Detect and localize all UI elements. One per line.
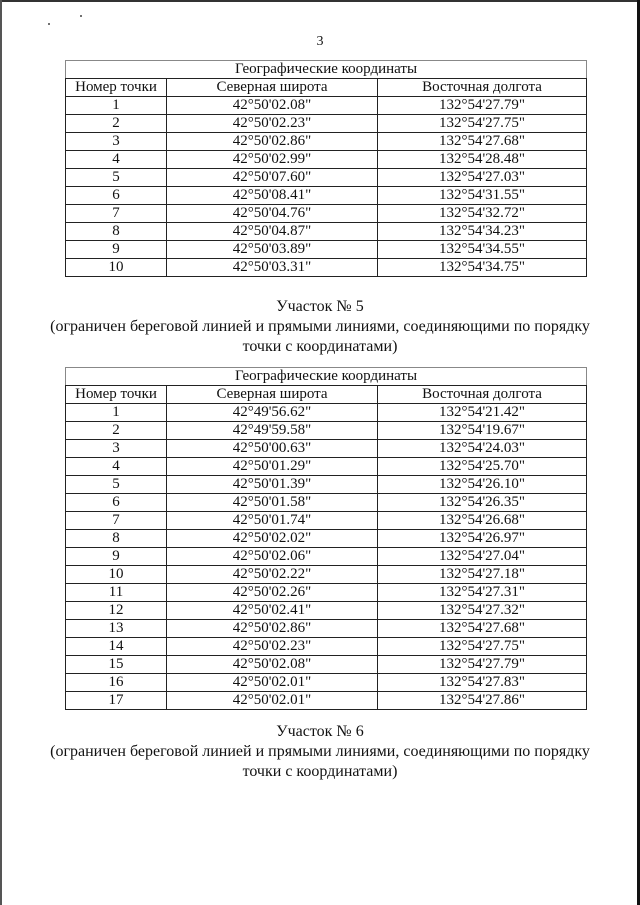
point-number-cell: 4 (66, 151, 167, 169)
longitude-cell: 132°54'21.42" (378, 404, 587, 422)
table-row (66, 223, 587, 241)
point-number-cell: 9 (66, 548, 167, 566)
table-row (66, 548, 587, 566)
point-number-cell: 9 (66, 241, 167, 259)
section-5-heading (0, 297, 640, 357)
longitude-cell: 132°54'26.10" (378, 476, 587, 494)
point-number-cell: 13 (66, 620, 167, 638)
coordinates-table-2 (65, 367, 587, 710)
scan-speck (80, 15, 82, 17)
table-row (66, 584, 587, 602)
longitude-cell: 132°54'27.32" (378, 602, 587, 620)
table-row (66, 115, 587, 133)
latitude-cell: 42°50'02.22" (167, 566, 378, 584)
longitude-cell: 132°54'27.68" (378, 133, 587, 151)
section-title: Участок № 6 (276, 723, 364, 740)
longitude-cell: 132°54'27.03" (378, 169, 587, 187)
latitude-cell: 42°50'01.29" (167, 458, 378, 476)
point-number-cell: 11 (66, 584, 167, 602)
latitude-cell: 42°50'02.99" (167, 151, 378, 169)
point-number-cell: 1 (66, 97, 167, 115)
table-row (66, 187, 587, 205)
latitude-cell: 42°50'02.01" (167, 674, 378, 692)
longitude-cell: 132°54'34.75" (378, 259, 587, 277)
table-row (66, 530, 587, 548)
section-title: Участок № 5 (276, 298, 364, 315)
table-row (66, 404, 587, 422)
latitude-cell: 42°50'08.41" (167, 187, 378, 205)
point-number-cell: 15 (66, 656, 167, 674)
longitude-cell: 132°54'26.35" (378, 494, 587, 512)
latitude-cell: 42°50'03.31" (167, 259, 378, 277)
table-row (66, 494, 587, 512)
longitude-cell: 132°54'19.67" (378, 422, 587, 440)
point-number-cell: 8 (66, 223, 167, 241)
table-row (66, 151, 587, 169)
section-description: точки с координатами) (242, 763, 398, 780)
latitude-cell: 42°50'00.63" (167, 440, 378, 458)
latitude-cell: 42°50'02.06" (167, 548, 378, 566)
point-number-cell: 16 (66, 674, 167, 692)
latitude-cell: 42°50'04.87" (167, 223, 378, 241)
longitude-cell: 132°54'27.79" (378, 656, 587, 674)
longitude-cell: 132°54'25.70" (378, 458, 587, 476)
table-row (66, 476, 587, 494)
section-description: точки с координатами) (242, 338, 398, 355)
table-row (66, 133, 587, 151)
longitude-cell: 132°54'24.03" (378, 440, 587, 458)
table-row (66, 674, 587, 692)
latitude-cell: 42°50'02.86" (167, 620, 378, 638)
column-header-latitude: Северная широта (167, 79, 378, 97)
table-group-header: Географические координаты (66, 368, 587, 386)
point-number-cell: 6 (66, 494, 167, 512)
latitude-cell: 42°50'02.23" (167, 638, 378, 656)
latitude-cell: 42°50'02.08" (167, 97, 378, 115)
latitude-cell: 42°50'02.08" (167, 656, 378, 674)
table-row (66, 205, 587, 223)
latitude-cell: 42°50'07.60" (167, 169, 378, 187)
table-row (66, 656, 587, 674)
table-row (66, 97, 587, 115)
point-number-cell: 3 (66, 440, 167, 458)
latitude-cell: 42°49'56.62" (167, 404, 378, 422)
point-number-cell: 7 (66, 512, 167, 530)
longitude-cell: 132°54'26.68" (378, 512, 587, 530)
point-number-cell: 8 (66, 530, 167, 548)
latitude-cell: 42°50'02.01" (167, 692, 378, 710)
point-number-cell: 2 (66, 115, 167, 133)
table-row (66, 512, 587, 530)
latitude-cell: 42°50'03.89" (167, 241, 378, 259)
latitude-cell: 42°50'01.39" (167, 476, 378, 494)
latitude-cell: 42°50'02.41" (167, 602, 378, 620)
point-number-cell: 6 (66, 187, 167, 205)
point-number-cell: 17 (66, 692, 167, 710)
table-row (66, 422, 587, 440)
longitude-cell: 132°54'27.31" (378, 584, 587, 602)
point-number-cell: 10 (66, 259, 167, 277)
longitude-cell: 132°54'27.75" (378, 638, 587, 656)
latitude-cell: 42°50'01.74" (167, 512, 378, 530)
latitude-cell: 42°50'02.86" (167, 133, 378, 151)
table-row (66, 692, 587, 710)
table-row (66, 259, 587, 277)
longitude-cell: 132°54'32.72" (378, 205, 587, 223)
page-edge-top (0, 0, 640, 2)
table-row (66, 566, 587, 584)
column-header-point-number: Номер точки (66, 79, 167, 97)
longitude-cell: 132°54'28.48" (378, 151, 587, 169)
table-group-header: Географические координаты (66, 61, 587, 79)
longitude-cell: 132°54'27.86" (378, 692, 587, 710)
table-row (66, 620, 587, 638)
latitude-cell: 42°50'04.76" (167, 205, 378, 223)
table-body (66, 404, 587, 710)
table-row (66, 440, 587, 458)
column-header-longitude: Восточная долгота (378, 79, 587, 97)
scan-speck (48, 23, 50, 25)
latitude-cell: 42°50'02.26" (167, 584, 378, 602)
column-header-latitude: Северная широта (167, 386, 378, 404)
latitude-cell: 42°50'02.02" (167, 530, 378, 548)
table-row (66, 458, 587, 476)
table-row (66, 602, 587, 620)
latitude-cell: 42°50'01.58" (167, 494, 378, 512)
longitude-cell: 132°54'27.04" (378, 548, 587, 566)
table-body (66, 97, 587, 277)
table-row (66, 169, 587, 187)
latitude-cell: 42°50'02.23" (167, 115, 378, 133)
column-header-longitude: Восточная долгота (378, 386, 587, 404)
longitude-cell: 132°54'27.83" (378, 674, 587, 692)
longitude-cell: 132°54'27.18" (378, 566, 587, 584)
point-number-cell: 2 (66, 422, 167, 440)
latitude-cell: 42°49'59.58" (167, 422, 378, 440)
longitude-cell: 132°54'26.97" (378, 530, 587, 548)
longitude-cell: 132°54'27.75" (378, 115, 587, 133)
point-number-cell: 4 (66, 458, 167, 476)
table-row (66, 638, 587, 656)
longitude-cell: 132°54'31.55" (378, 187, 587, 205)
section-description: (ограничен береговой линией и прямыми линиями, соединяющими по порядку (50, 318, 590, 335)
point-number-cell: 5 (66, 169, 167, 187)
point-number-cell: 3 (66, 133, 167, 151)
point-number-cell: 10 (66, 566, 167, 584)
section-6-heading (0, 722, 640, 782)
point-number-cell: 12 (66, 602, 167, 620)
point-number-cell: 5 (66, 476, 167, 494)
table-row (66, 241, 587, 259)
longitude-cell: 132°54'34.23" (378, 223, 587, 241)
longitude-cell: 132°54'34.55" (378, 241, 587, 259)
section-description: (ограничен береговой линией и прямыми линиями, соединяющими по порядку (50, 743, 590, 760)
point-number-cell: 14 (66, 638, 167, 656)
longitude-cell: 132°54'27.79" (378, 97, 587, 115)
page-number: 3 (316, 34, 324, 49)
point-number-cell: 1 (66, 404, 167, 422)
column-header-point-number: Номер точки (66, 386, 167, 404)
point-number-cell: 7 (66, 205, 167, 223)
longitude-cell: 132°54'27.68" (378, 620, 587, 638)
coordinates-table-1 (65, 60, 587, 277)
